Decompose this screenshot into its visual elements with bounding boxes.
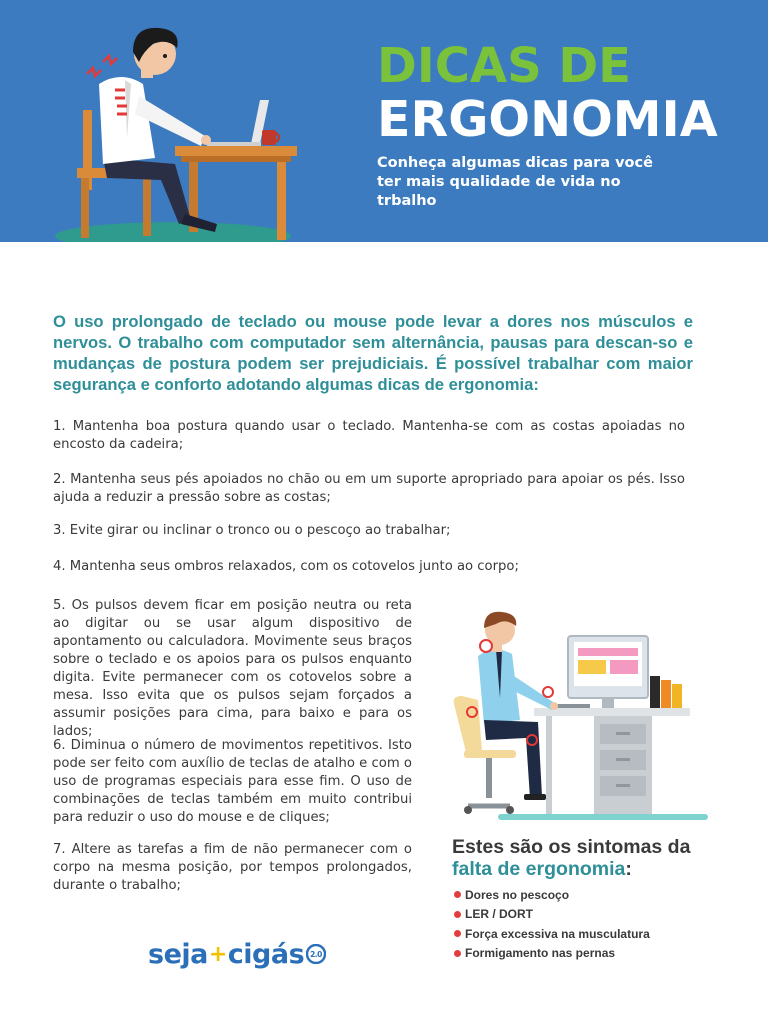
symptoms-list	[454, 885, 650, 963]
symptom-item	[454, 885, 650, 905]
bullet-dot-icon	[454, 950, 461, 957]
symptoms-title-line2	[452, 858, 752, 880]
symptom-label: Formigamento nas pernas	[465, 946, 616, 961]
symptom-label: Dores no pescoço	[465, 887, 570, 902]
tip-5: 5. Os pulsos devem ficar em posição neutra ou reta ao digitar ou se usar algum dispositivo de apontamento ou calculadora. Movimente seus braços sobre o teclado e os apoios para os pulsos enquanto digita. Evite permanecer com os cotovelos sobre a mesa. Isso evita que os pulsos sejam forçados a assumir posições para cima, para baixo e para os lados;	[53, 598, 412, 739]
company-logo	[148, 934, 326, 974]
symptom-item	[454, 905, 650, 925]
tip-6: 6. Diminua o número de movimentos repetitivos. Isto pode ser feito com auxílio de teclas de atalho e com o uso de programas especiais para esse fim. O uso de combinações de teclas também em muito contribui para reduzir o uso do mouse e de cliques;	[53, 738, 412, 825]
bullet-dot-icon	[454, 930, 461, 937]
symptom-label: Força excessiva na musculatura	[465, 926, 650, 941]
worker-at-desk-illustration	[55, 18, 315, 242]
tip-4: 4. Mantenha seus ombros relaxados, com os cotovelos junto ao corpo;	[53, 559, 519, 574]
logo-plus: +	[208, 941, 227, 967]
logo-text-part1: seja	[148, 938, 208, 970]
tip-3: 3. Evite girar ou inclinar o tronco ou o pescoço ao trabalhar;	[53, 523, 451, 538]
bullet-dot-icon	[454, 911, 461, 918]
tip-1: 1. Mantenha boa postura quando usar o teclado. Mantenha-se com as costas apoiadas no encosto da cadeira;	[53, 419, 685, 452]
bullet-dot-icon	[454, 891, 461, 898]
intro-paragraph: O uso prolongado de teclado ou mouse pode levar a dores nos músculos e nervos. O trabalho com computador sem alternância, pausas para descan-so e mudanças de postura podem ser prejudiciais. É possível trabalhar com maior segurança e conforto adotando algumas dicas de ergonomia:	[53, 312, 693, 394]
symptoms-title-line1: Estes são os sintomas da	[452, 836, 691, 858]
symptom-item	[454, 924, 650, 944]
logo-text-part2: cigás	[227, 938, 305, 970]
symptoms-title	[452, 836, 752, 880]
symptoms-title-colon: :	[625, 858, 632, 880]
symptoms-title-accent: falta de ergonomia	[452, 858, 626, 880]
page-title-line2: ERGONOMIA	[377, 91, 718, 148]
logo-badge-text: 2.0	[310, 950, 323, 960]
logo-badge-icon	[306, 944, 326, 964]
header-banner	[0, 0, 768, 242]
tip-2: 2. Mantenha seus pés apoiados no chão ou em um suporte apropriado para apoiar os pés. Isso ajuda a reduzir a pressão sobre as costas;	[53, 472, 685, 505]
symptom-item	[454, 944, 650, 964]
page-title-line1: DICAS DE	[377, 38, 631, 94]
symptom-label: LER / DORT	[465, 907, 533, 922]
office-worker-pain-illustration	[438, 600, 708, 822]
tip-7: 7. Altere as tarefas a fim de não permanecer com o corpo na mesma posição, por tempos prolongados, durante o trabalho;	[53, 842, 412, 893]
page-subtitle: Conheça algumas dicas para você ter mais qualidade de vida no trbalho	[377, 155, 653, 209]
